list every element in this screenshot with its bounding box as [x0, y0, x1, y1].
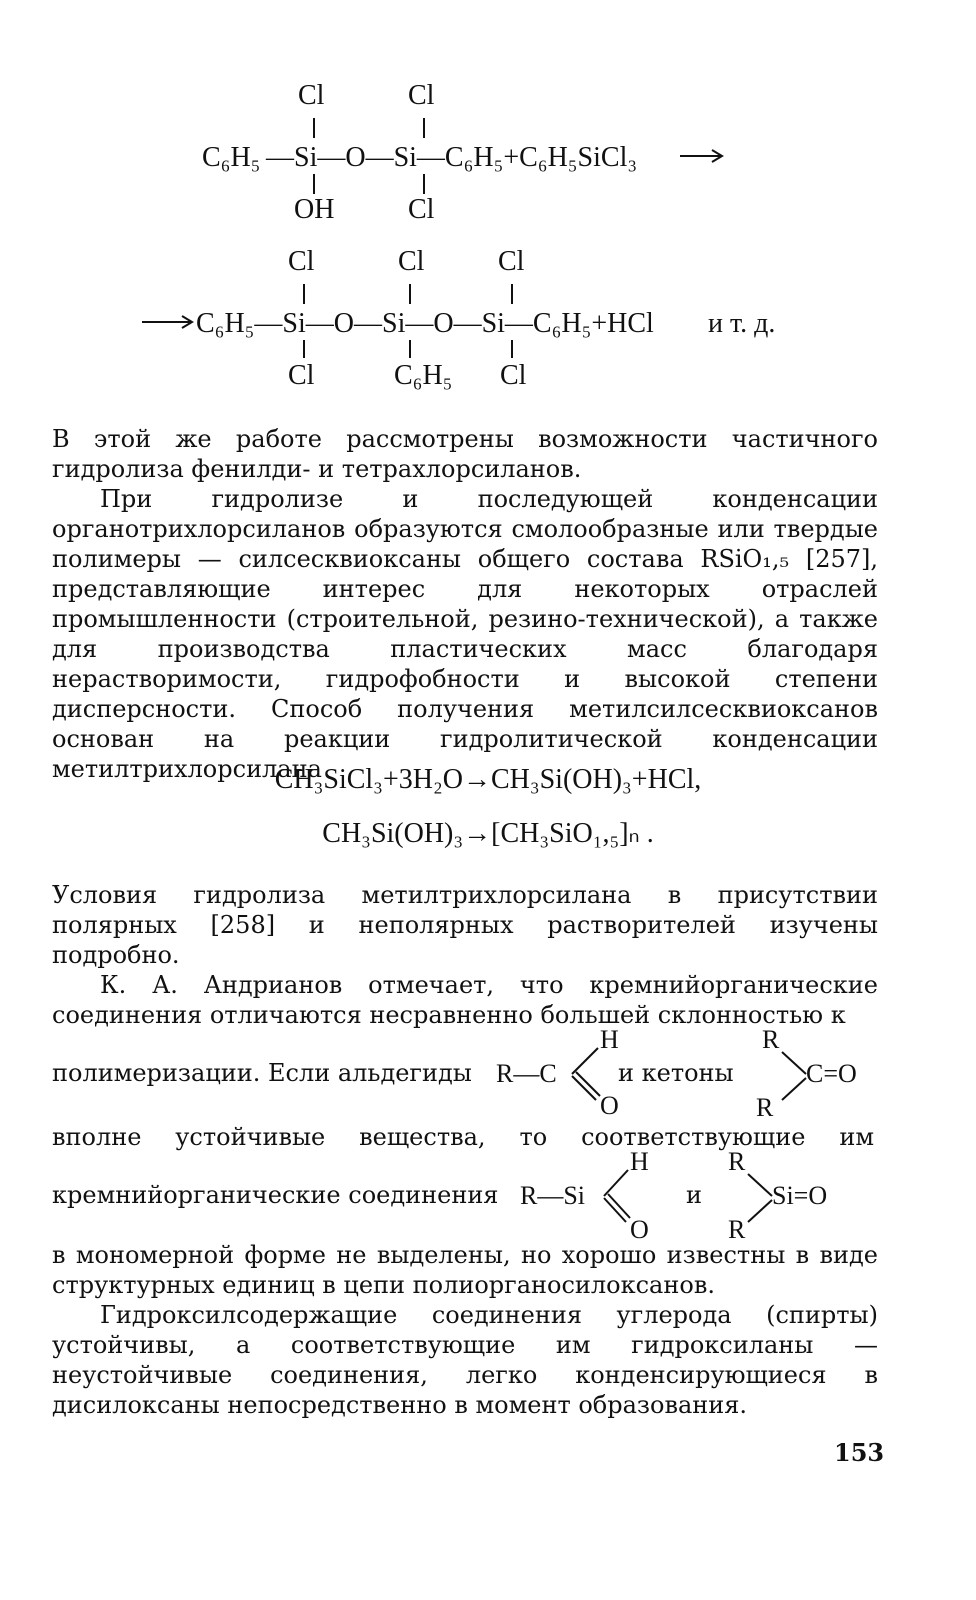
scheme1-chain: —Si—O—Si—C₆H₅+C₆H₅SiCl₃: [266, 142, 638, 173]
si-aldehyde-o: O: [630, 1215, 649, 1244]
scheme2-tail: и т. д.: [708, 308, 776, 339]
reaction-scheme: [0, 0, 976, 400]
si-ketone-r-top: R: [728, 1147, 746, 1176]
bond: [782, 1078, 806, 1100]
ketone-r-top: R: [762, 1025, 780, 1054]
ketone-r-bottom: R: [756, 1093, 774, 1122]
paragraph-hydroxyl: Гидроксилсодержащие соединения углерода (спирты) устойчивы, а соответствующие им гидроксиланы — неустойчивые соединения, легко конденсирующиеся в дисилоксаны непосредственно в момент образования.: [52, 1301, 878, 1419]
aldehyde-h: H: [600, 1025, 619, 1054]
paragraph-silsesquioxanes: При гидролизе и последующей конденсации органотрихлорсиланов образуются смолообразные или твердые полимеры — силсесквиоксаны общего состава RSiO₁,₅ [257], представляющие интерес для некоторых отраслей промышленности (строительной, резино-технической), а также для производства пластических масс благодаря нерастворимости, гидрофобности и высокой степени дисперсности. Способ получения метилсилсесквиоксанов основан на реакции гидролитической конденсации метилтрихлорсилана: [52, 485, 878, 783]
equation-condensation: CH₃Si(OH)₃→[CH₃SiO₁,₅]ₙ .: [322, 818, 654, 849]
scheme2-top-cl-1: Cl: [288, 246, 315, 277]
line-stable: вполне устойчивые вещества, то соответствующие им: [52, 1123, 874, 1151]
equation-hydrolysis: CH₃SiCl₃+3H₂O→CH₃Si(OH)₃+HCl,: [274, 764, 702, 795]
scheme2-bottom-cl-3: Cl: [500, 360, 527, 391]
scheme2-chain: C₆H₅—Si—O—Si—O—Si—C₆H₅+HCl: [196, 308, 654, 339]
paragraph-conditions: Условия гидролиза метилтрихлорсилана в присутствии полярных [258] и неполярных растворителей изучены подробно.: [52, 881, 878, 969]
si-ketone-si-o: Si=O: [772, 1181, 828, 1210]
scheme2-bottom-cl-1: Cl: [288, 360, 315, 391]
scheme1-left-group: C₆H₅: [202, 142, 261, 173]
bond: [782, 1052, 806, 1074]
si-aldehyde-r-si: R—Si: [520, 1181, 586, 1210]
paragraph-monomeric: в мономерной форме не выделены, но хорошо известны в виде структурных единиц в цепи полиорганосилоксанов.: [52, 1241, 878, 1299]
text-polymerization: полимеризации. Если альдегиды: [52, 1059, 472, 1087]
scheme2-bottom-c6h5: C₆H₅: [394, 360, 453, 391]
si-ketone-r-bottom: R: [728, 1215, 746, 1244]
bond: [748, 1200, 772, 1222]
aldehyde-o: O: [600, 1091, 619, 1120]
paragraph-partial-hydrolysis: В этой же работе рассмотрены возможности частичного гидролиза фенилди- и тетрахлорсиланов.: [52, 425, 878, 483]
si-aldehyde-h: H: [630, 1147, 649, 1176]
text-and: и: [686, 1181, 702, 1209]
bond: [604, 1170, 628, 1196]
scheme1-bottom-cl: Cl: [408, 194, 435, 225]
scheme1-bottom-oh: OH: [294, 194, 335, 225]
text-and-ketones: и кетоны: [618, 1059, 734, 1087]
bond: [572, 1048, 598, 1074]
text-organosilicon: кремнийорганические соединения: [52, 1181, 499, 1209]
ketone-c-o: C=O: [806, 1059, 857, 1088]
scheme2-top-cl-2: Cl: [398, 246, 425, 277]
scheme2-top-cl-3: Cl: [498, 246, 525, 277]
aldehyde-r-c: R—C: [496, 1059, 557, 1088]
bond: [748, 1174, 772, 1196]
scheme1-top-cl-2: Cl: [408, 80, 435, 111]
page-number: 153: [834, 1438, 885, 1467]
paragraph-andrianov: К. А. Андрианов отмечает, что кремнийорганические соединения отличаются несравненно большей склонностью к: [52, 971, 878, 1029]
scheme1-top-cl-1: Cl: [298, 80, 325, 111]
